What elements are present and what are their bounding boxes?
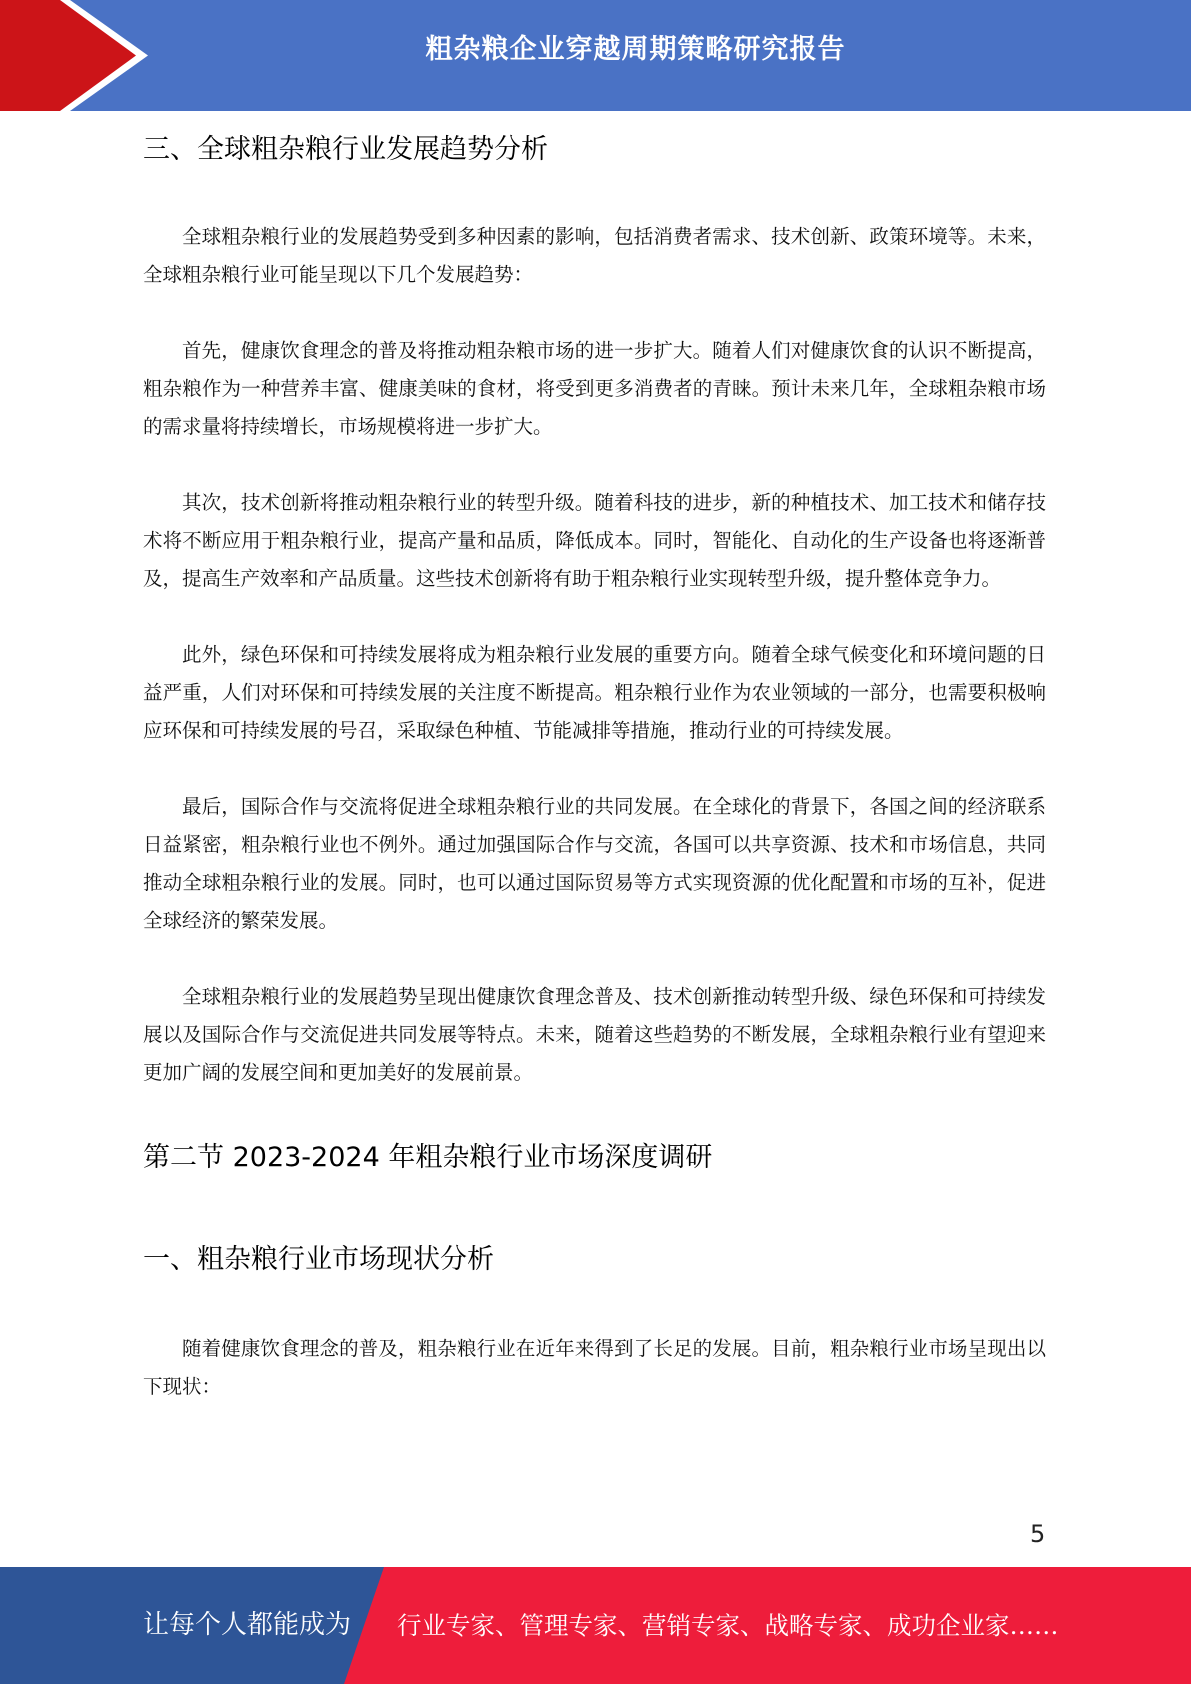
paragraph-first: 首先，健康饮食理念的普及将推动粗杂粮市场的进一步扩大。随着人们对健康饮食的认识不断提高，粗杂粮作为一种营养丰富、健康美味的食材，将受到更多消费者的青睐。预计未来几年，全球粗杂粮市场的需求量将持续增长，市场规模将进一步扩大。 <box>143 339 1046 438</box>
red-arrow-decoration <box>0 0 160 111</box>
footer-slogan-right: 行业专家、管理专家、营销专家、战略专家、成功企业家…… <box>397 1611 1059 1640</box>
section-heading-global-trends: 三、全球粗杂粮行业发展趋势分析 <box>143 134 548 165</box>
paragraph-second: 其次，技术创新将推动粗杂粮行业的转型升级。随着科技的进步，新的种植技术、加工技术和储存技术将不断应用于粗杂粮行业，提高产量和品质，降低成本。同时，智能化、自动化的生产设备也将逐渐普及，提高生产效率和产品质量。这些技术创新将有助于粗杂粮行业实现转型升级，提升整体竞争力。 <box>143 491 1046 590</box>
section-heading-market-research: 第二节 2023-2024 年粗杂粮行业市场深度调研 <box>143 1142 713 1173</box>
footer-band <box>0 1567 1191 1684</box>
section-heading-market-status: 一、粗杂粮行业市场现状分析 <box>143 1244 494 1275</box>
header-band <box>0 0 1191 111</box>
document-body <box>143 120 1046 1406</box>
paragraph-fourth: 最后，国际合作与交流将促进全球粗杂粮行业的共同发展。在全球化的背景下，各国之间的经济联系日益紧密，粗杂粮行业也不例外。通过加强国际合作与交流，各国可以共享资源、技术和市场信息，共同推动全球粗杂粮行业的发展。同时，也可以通过国际贸易等方式实现资源的优化配置和市场的互补，促进全球经济的繁荣发展。 <box>143 795 1046 932</box>
report-title: 粗杂粮企业穿越周期策略研究报告 <box>425 34 846 65</box>
footer-slogan-left: 让每个人都能成为 <box>143 1610 352 1640</box>
paragraph-intro: 全球粗杂粮行业的发展趋势受到多种因素的影响，包括消费者需求、技术创新、政策环境等。未来，全球粗杂粮行业可能呈现以下几个发展趋势： <box>143 225 1046 286</box>
paragraph-third: 此外，绿色环保和可持续发展将成为粗杂粮行业发展的重要方向。随着全球气候变化和环境问题的日益严重，人们对环保和可持续发展的关注度不断提高。粗杂粮行业作为农业领域的一部分，也需要积极响应环保和可持续发展的号召，采取绿色种植、节能减排等措施，推动行业的可持续发展。 <box>143 643 1046 742</box>
paragraph-summary: 全球粗杂粮行业的发展趋势呈现出健康饮食理念普及、技术创新推动转型升级、绿色环保和可持续发展以及国际合作与交流促进共同发展等特点。未来，随着这些趋势的不断发展，全球粗杂粮行业有望迎来更加广阔的发展空间和更加美好的发展前景。 <box>143 985 1046 1084</box>
page-number: 5 <box>1030 1520 1046 1548</box>
paragraph-market-status: 随着健康饮食理念的普及，粗杂粮行业在近年来得到了长足的发展。目前，粗杂粮行业市场呈现出以下现状： <box>143 1337 1046 1398</box>
